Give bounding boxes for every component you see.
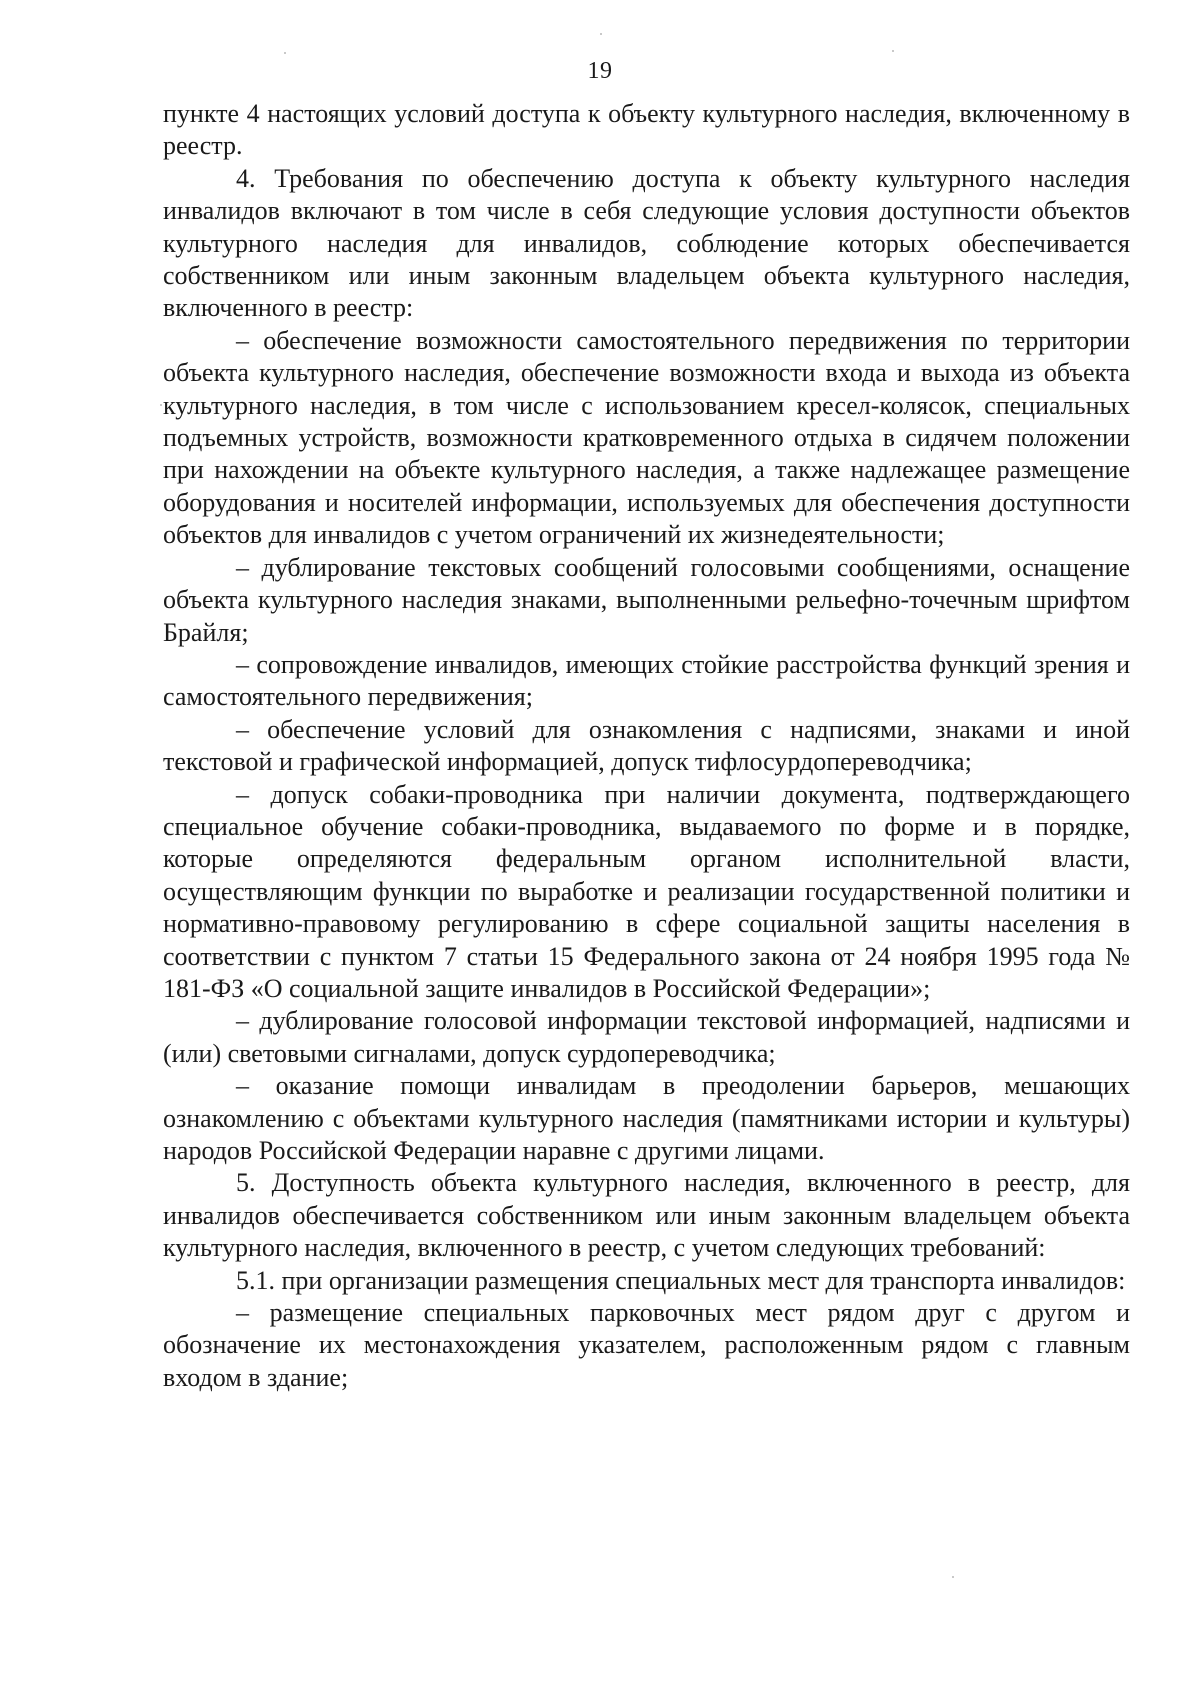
paragraph-bullet-assistance: – оказание помощи инвалидам в преодолении барьеров, мешающих ознакомлению с объектами культурного наследия (памятниками истории и культуры) народов Российской Федерации наравне с другими лицами. [163,1071,1130,1165]
paragraph-continuation: пункте 4 настоящих условий доступа к объекту культурного наследия, включенному в реестр. [163,99,1130,161]
scan-speck [600,33,602,35]
scan-speck [160,404,162,406]
paragraph-bullet-sign-language: – дублирование голосовой информации текстовой информацией, надписями и (или) световыми сигналами, допуск сурдопереводчика; [163,1006,1130,1068]
paragraph-item-4: 4. Требования по обеспечению доступа к объекту культурного наследия инвалидов включают в том числе в себя следующие условия доступности объектов культурного наследия для инвалидов, соблюдение которых обеспечивается собственником или иным законным владельцем объекта культурного наследия, включенного в реестр: [163,163,1130,323]
paragraph-bullet-guide-dog: – допуск собаки-проводника при наличии документа, подтверждающего специальное обучение собаки-проводника, выдаваемого по форме и в порядке, которые определяются федеральным органом исполнительной власти, осуществляющим функции по выработке и реализации государственной политики и нормативно-правовому регулированию в сфере социальной защиты населения в соответствии с пунктом 7 статьи 15 Федерального закона от 24 ноября 1995 года № 181-ФЗ «О социальной защите инвалидов в Российской Федерации»; [163,779,1130,1003]
scan-speck [892,50,894,52]
paragraph-bullet-movement: – обеспечение возможности самостоятельного передвижения по территории объекта культурного наследия, обеспечение возможности входа и выхода из объекта культурного наследия, в том числе с использованием кресел-колясок, специальных подъемных устройств, возможности кратковременного отдыха в сидячем положении при нахождении на объекте культурного наследия, а также надлежащее размещение оборудования и носителей информации, используемых для обеспечения доступности объектов для инвалидов с учетом ограничений их жизнедеятельности; [163,325,1130,550]
paragraph-bullet-escort: – сопровождение инвалидов, имеющих стойкие расстройства функций зрения и самостоятельного передвижения; [163,649,1130,712]
paragraph-item-5: 5. Доступность объекта культурного наследия, включенного в реестр, для инвалидов обеспечивается собственником или иным законным владельцем объекта культурного наследия, включенного в реестр, с учетом следующих требований: [163,1168,1130,1263]
paragraph-item-5-1: 5.1. при организации размещения специальных мест для транспорта инвалидов: [236,1265,1126,1295]
scan-speck [952,1576,954,1578]
document-body [163,98,1130,1394]
scan-speck [284,52,286,54]
paragraph-bullet-signs: – обеспечение условий для ознакомления с надписями, знаками и иной текстовой и графической информацией, допуск тифлосурдопереводчика; [163,714,1130,777]
page-number: 19 [587,58,613,84]
paragraph-bullet-parking: – размещение специальных парковочных мест рядом друг с другом и обозначение их местонахождения указателем, расположенным рядом с главным входом в здание; [163,1298,1130,1392]
paragraph-bullet-braille: – дублирование текстовых сообщений голосовыми сообщениями, оснащение объекта культурного наследия знаками, выполненными рельефно-точечным шрифтом Брайля; [163,552,1130,647]
